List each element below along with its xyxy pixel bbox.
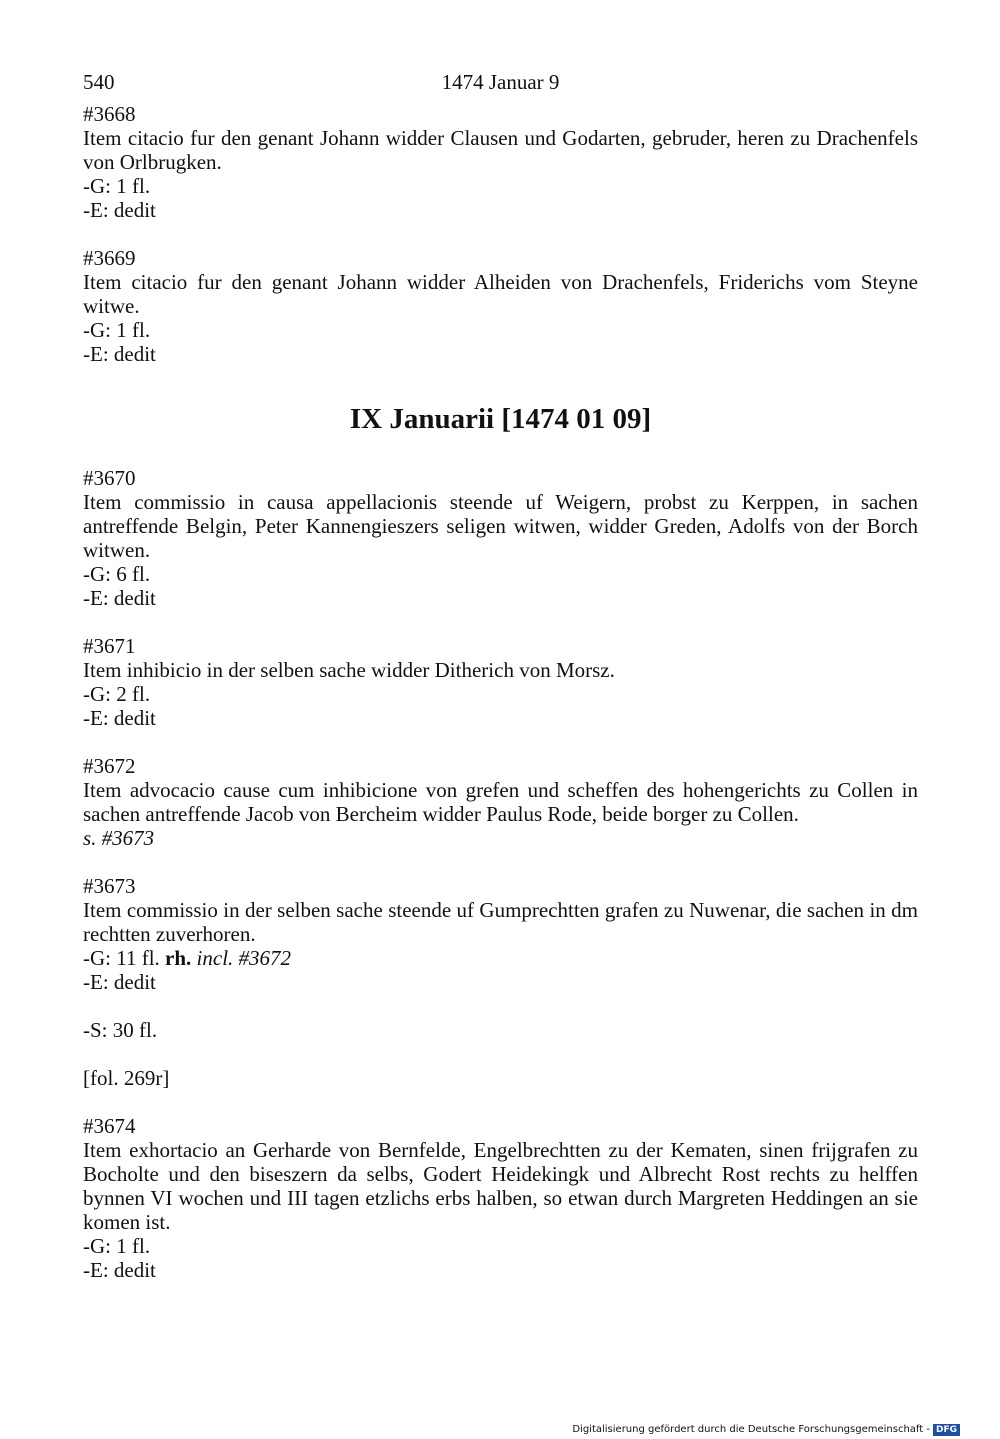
entry-status: -E: dedit — [83, 706, 156, 730]
fee-currency: rh. — [165, 946, 192, 970]
folio-marker: [fol. 269r] — [83, 1066, 170, 1090]
entry-number: #3674 — [83, 1114, 136, 1138]
entry-3669 — [83, 246, 918, 366]
entry-number: #3670 — [83, 466, 136, 490]
entry-3672 — [83, 754, 918, 850]
entry-text: Item commissio in der selben sache steende uf Gumprechtten grafen zu Nuwenar, die sachen in dm rechtten zuverhoren. — [83, 898, 918, 946]
page-header — [83, 62, 918, 102]
entry-3674 — [83, 1114, 918, 1282]
entry-fee: -G: 6 fl. — [83, 562, 151, 586]
entry-fee: -G: 1 fl. — [83, 174, 151, 198]
entry-text: Item citacio fur den genant Johann widder Alheiden von Drachenfels, Friderichs vom Steyne witwe. — [83, 270, 918, 318]
page-number: 540 — [83, 70, 115, 94]
entry-status: -E: dedit — [83, 342, 156, 366]
entry-text: Item exhortacio an Gerharde von Bernfelde, Engelbrechtten zu der Kematen, sinen frijgrafen zu Bocholte und den biseszern da selbs, Godert Heidekingk und Albrecht Rost rechts zu helffen bynnen VI wochen und III tagen etzlichs erbs halben, so etwan durch Margreten Heddingen an sie komen ist. — [83, 1138, 918, 1234]
date-heading: IX Januarii [1474 01 09] — [349, 403, 652, 435]
entry-status: -E: dedit — [83, 970, 156, 994]
entry-fee: -G: 2 fl. — [83, 682, 151, 706]
entry-status: -E: dedit — [83, 198, 156, 222]
sum-line: -S: 30 fl. — [83, 1018, 158, 1042]
entry-number: #3673 — [83, 874, 136, 898]
funding-note — [572, 1423, 960, 1437]
funding-text: Digitalisierung gefördert durch die Deutsche Forschungsgemeinschaft - — [572, 1424, 930, 1435]
fee-amount: -G: 11 fl. — [83, 946, 166, 970]
fee-inclusion-note: incl. #3672 — [191, 946, 292, 970]
entry-fee: -G: 1 fl. — [83, 318, 151, 342]
entry-text: Item advocacio cause cum inhibicione von grefen und scheffen des hohengerichts zu Collen in sachen antreffende Jacob von Bercheim widder Paulus Rode, beide borger zu Collen. — [83, 778, 918, 826]
entry-text: Item inhibicio in der selben sache widder Ditherich von Morsz. — [83, 658, 615, 682]
entry-3671 — [83, 634, 918, 730]
entry-number: #3669 — [83, 246, 136, 270]
running-head: 1474 Januar 9 — [441, 70, 560, 94]
entry-text: Item citacio fur den genant Johann widder Clausen und Godarten, gebruder, heren zu Drachenfels von Orlbrugken. — [83, 126, 918, 174]
entry-3668 — [83, 102, 918, 222]
document-page — [83, 62, 918, 1306]
entry-status: -E: dedit — [83, 1258, 156, 1282]
entry-3670 — [83, 466, 918, 610]
entry-text: Item commissio in causa appellacionis steende uf Weigern, probst zu Kerppen, in sachen antreffende Belgin, Peter Kannengieszers seligen witwen, widder Greden, Adolfs von der Borch witwen. — [83, 490, 918, 562]
entry-3673 — [83, 874, 918, 994]
entry-number: #3672 — [83, 754, 136, 778]
entry-fee — [83, 946, 918, 970]
dfg-logo: DFG — [933, 1424, 960, 1436]
entry-fee: -G: 1 fl. — [83, 1234, 151, 1258]
entry-status: -E: dedit — [83, 586, 156, 610]
entry-number: #3671 — [83, 634, 136, 658]
entry-number: #3668 — [83, 102, 136, 126]
cross-reference: s. #3673 — [83, 826, 155, 850]
